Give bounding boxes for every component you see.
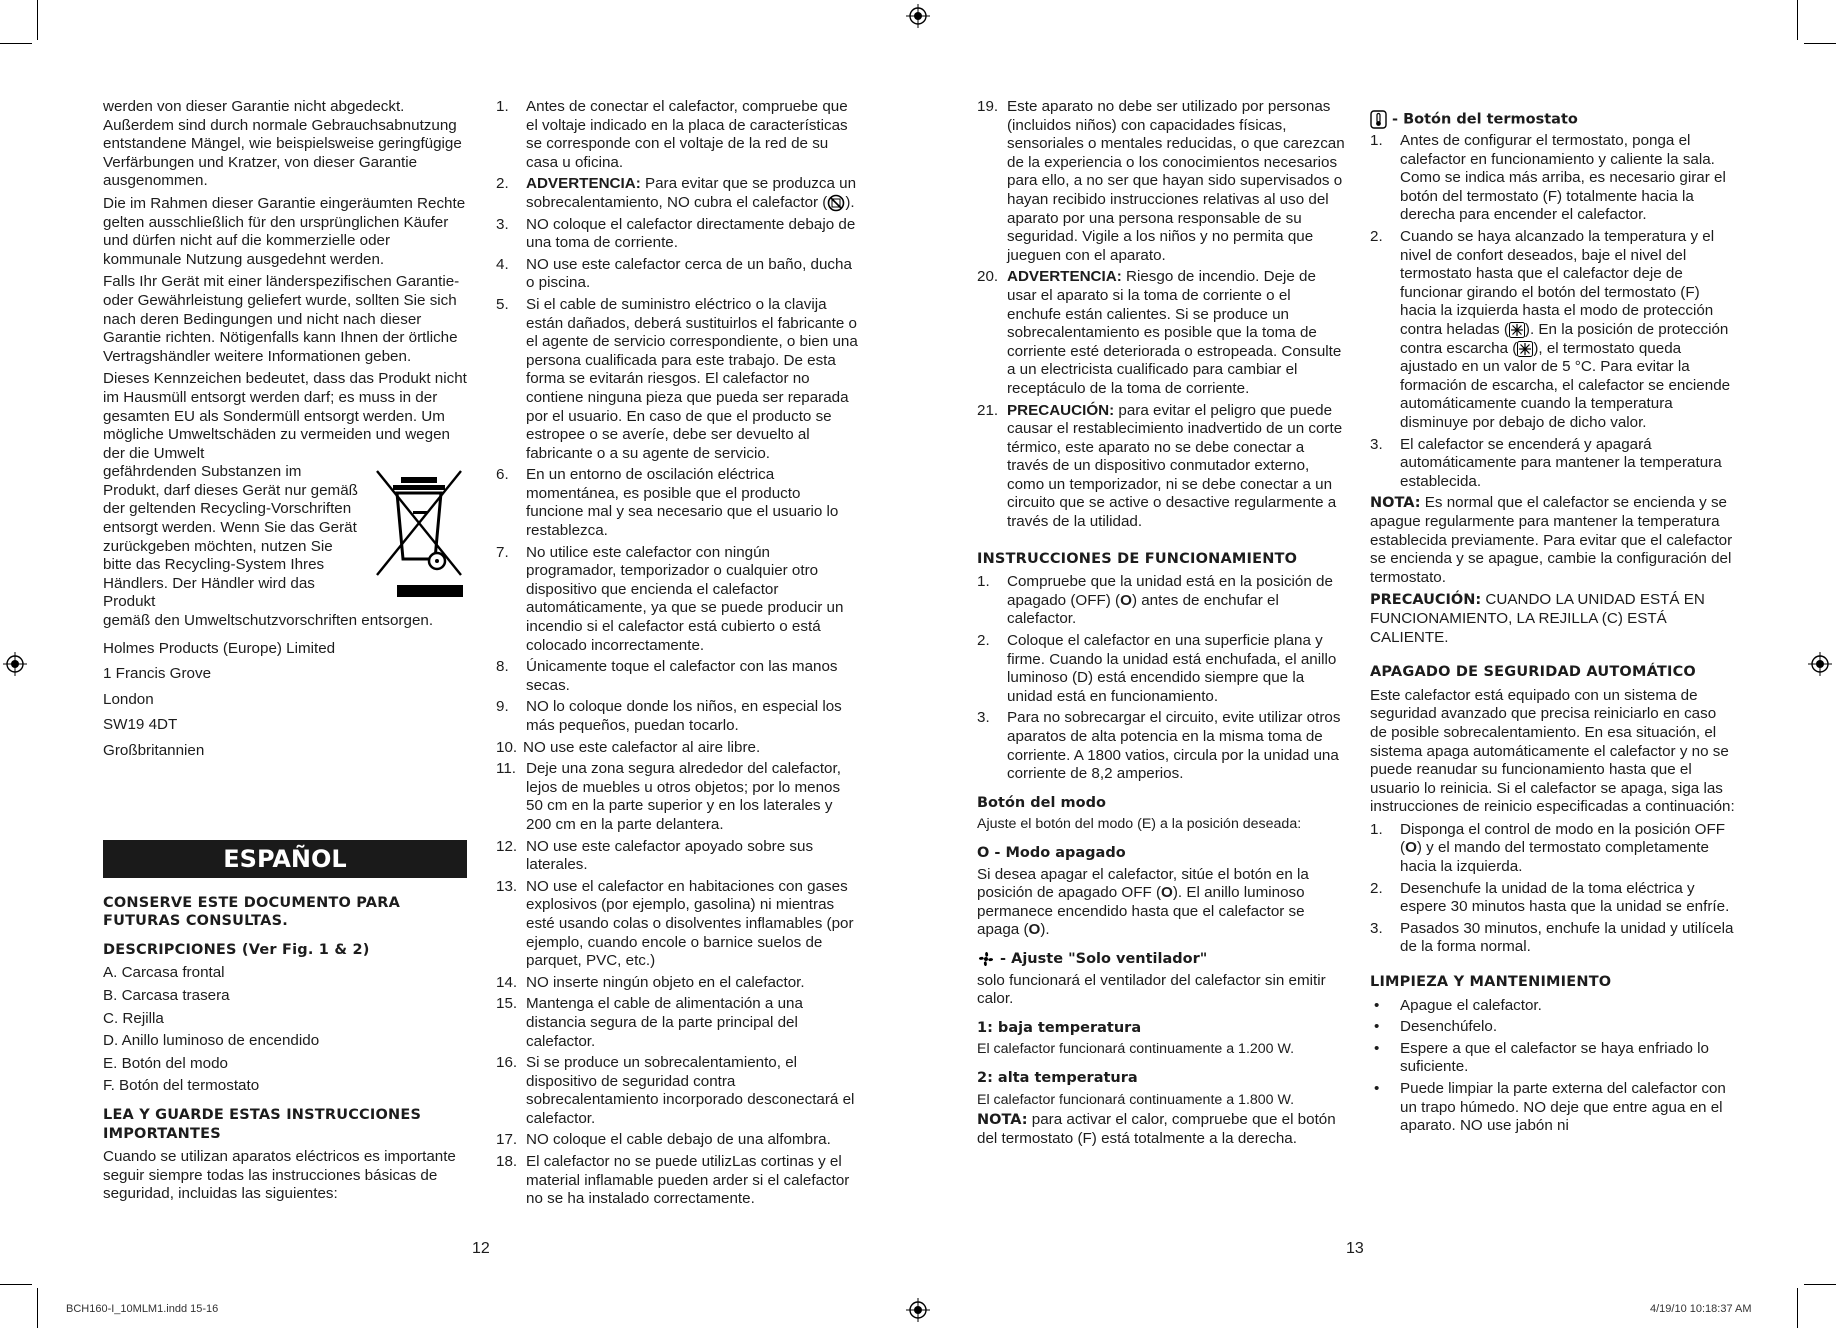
subheading: O - Modo apagado <box>977 844 1126 861</box>
heading: LIMPIEZA Y MANTENIMIENTO <box>1370 974 1612 991</box>
list-item: F. Botón del termostato <box>103 1077 260 1095</box>
paragraph: werden von dieser Garantie nicht abgedeckt. Außerdem sind durch normale Gebrauchsabnutzung entstandene Mängel, wie beispielsweise geringfügige Verfärbungen und Kratzer, von dieser Garantie ausgenommen. <box>103 98 462 190</box>
list-item: 3. Pasados 30 minutos, enchufe la unidad y utilícela de la forma normal. <box>1370 919 1734 956</box>
list-item: 11. Deje una zona segura alrededor del calefactor, lejos de muebles u otros objetos; por lo menos 50 cm en la parte superior y en los laterales y 200 cm en la parte delantera. <box>496 760 841 833</box>
paragraph: Este calefactor está equipado con un sistema de seguridad avanzado que precisa reiniciarlo en caso de posible sobrecalentamiento. En esa situación, el sistema apaga automáticamente el calefactor y no se puede reanudar su funcionamiento hasta que el usuario lo reinicia. Si el calefactor se apaga, siga las instrucciones de reinicio especificadas a continuación: <box>1370 686 1735 816</box>
page-number: 13 <box>1346 1240 1364 1257</box>
crop-mark <box>0 43 32 44</box>
list-item: 10. NO use este calefactor al aire libre. <box>496 738 761 756</box>
list-item: 8. Únicamente toque el calefactor con las manos secas. <box>496 658 838 694</box>
list-item: 3. Para no sobrecargar el circuito, evite utilizar otros aparatos de alta potencia en la misma toma de corriente. A 1800 vatios, circula por la unidad una corriente de 8,2 amperios. <box>977 709 1341 783</box>
registration-mark-icon <box>906 1298 930 1322</box>
heading: CONSERVE ESTE DOCUMENTO PARA FUTURAS CONSULTAS. <box>103 894 401 930</box>
list-item: 2. Cuando se haya alcanzado la temperatura y el nivel de confort deseados, baje el nivel del termostato hasta que el calefactor deje de funcionar girando el botón del termostato (F) hacia la izquierda hasta el modo de protección contra heladas ( ). En la posición de protección contra escarcha ( ), el termostato queda ajustado en un valor de 5 °C. Para evitar la formación de escarcha, el calefactor se enciende automáticamente cuando la temperatura disminuye por debajo de dicho valor. <box>1370 228 1731 431</box>
crop-mark <box>1797 0 1798 40</box>
list-item: 2. Coloque el calefactor en una superficie plana y firme. Cuando la unidad está enchufada, el anillo luminoso (D) está encendido siempre que la unidad está en funcionamiento. <box>977 632 1337 705</box>
list-item: 1. Disponga el control de modo en la posición OFF (O) y el mando del termostato completamente hacia la izquierda. <box>1370 820 1726 876</box>
reset-list <box>1370 821 1736 957</box>
do-not-cover-icon <box>827 194 845 212</box>
heading: APAGADO DE SEGURIDAD AUTOMÁTICO <box>1370 664 1696 681</box>
heading: DESCRIPCIONES (Ver Fig. 1 & 2) <box>103 941 370 958</box>
subheading: - Ajuste "Solo ventilador" <box>977 950 1345 969</box>
address-line: Holmes Products (Europe) Limited <box>103 639 336 657</box>
registration-mark-icon <box>906 4 930 28</box>
column-3 <box>977 98 1345 1152</box>
crop-mark <box>1804 43 1836 44</box>
weee-block <box>103 463 467 612</box>
crop-mark <box>37 1288 38 1328</box>
address-line: SW19 4DT <box>103 716 178 734</box>
list-item: 3. NO coloque el calefactor directamente debajo de una toma de corriente. <box>496 215 856 252</box>
paragraph: Die im Rahmen dieser Garantie eingeräumten Rechte gelten ausschließlich für den ursprünglichen Käufer und dürfen nicht auf die kommerzielle oder kommunale Nutzung ausgedehnt werden. <box>103 194 466 268</box>
thermostat-list <box>1370 132 1736 491</box>
column-2 <box>496 98 860 1212</box>
footer-filename: BCH160-I_10MLM1.indd 15-16 <box>66 1303 219 1315</box>
column-4 <box>1370 110 1736 1139</box>
paragraph: PRECAUCIÓN: CUANDO LA UNIDAD ESTÁ EN FUNCIONAMIENTO, LA REJILLA (C) ESTÁ CALIENTE. <box>1370 591 1705 646</box>
list-item: C. Rejilla <box>103 1009 164 1027</box>
list-item: 15. Mantenga el cable de alimentación a una distancia segura de la parte principal del calefactor. <box>496 995 803 1050</box>
list-item: 2. ADVERTENCIA: Para evitar que se produzca un sobrecalentamiento, NO cubra el calefactor ( ). <box>496 175 857 211</box>
list-item: • Puede limpiar la parte externa del calefactor con un trapo húmedo. NO deje que entre agua en el aparato. NO use jabón ni <box>1374 1080 1726 1135</box>
safety-list-continued <box>977 98 1345 532</box>
crossed-bin-icon <box>371 467 467 603</box>
parts-list <box>103 964 467 1096</box>
paragraph: gemäß den Umweltschutzvorschriften entsorgen. <box>103 612 434 630</box>
list-item: 2. Desenchufe la unidad de la toma eléctrica y espere 30 minutos hasta que la unidad se enfríe. <box>1370 879 1730 916</box>
paragraph: Cuando se utilizan aparatos eléctricos es importante seguir siempre todas las instrucciones básicas de seguridad, incluidas las siguientes: <box>103 1148 456 1203</box>
list-item: 9. NO lo coloque donde los niños, en especial los más pequeños, puedan tocarlo. <box>496 698 842 735</box>
paragraph: Dieses Kennzeichen bedeutet, dass das Produkt nicht im Hausmüll entsorgt werden darf; es muss in der gesamten EU als Sondermüll entsorgt werden. Um mögliche Umweltschäden zu vermeiden und wegen der die Umwelt <box>103 370 467 462</box>
section-title-bar: ESPAÑOL <box>103 840 467 878</box>
list-item: 19. Este aparato no debe ser utilizado por personas (incluidos niños) con capacidades físicas, sensoriales o mentales reducidas, o que carezcan de la experiencia o los conocimientos necesarios para ello, a no ser que hayan sido supervisados o hayan recibido instrucciones relativas al uso del aparato por una persona responsable de su seguridad. Vigile a los niños y no permita que jueguen con el aparato. <box>977 98 1345 264</box>
list-item: 17. NO coloque el cable debajo de una alfombra. <box>496 1131 831 1149</box>
crop-mark <box>1804 1284 1836 1285</box>
column-1 <box>103 98 467 1208</box>
list-item: • Apague el calefactor. <box>1374 996 1542 1014</box>
operating-list <box>977 573 1345 784</box>
subheading: 2: alta temperatura <box>977 1069 1138 1086</box>
list-item: 16. Si se produce un sobrecalentamiento, el dispositivo de seguridad contra sobrecalentamiento incorporado desconectará el calefactor. <box>496 1054 855 1127</box>
paragraph: NOTA: para activar el calor, compruebe que el botón del termostato (F) está totalmente a la derecha. <box>977 1111 1336 1147</box>
list-item: • Desenchúfelo. <box>1374 1018 1498 1036</box>
thermostat-icon <box>1370 110 1387 129</box>
address-line: London <box>103 690 154 708</box>
page-number: 12 <box>472 1240 490 1257</box>
crop-mark <box>0 1284 32 1285</box>
list-item: 1. Antes de configurar el termostato, ponga el calefactor en funcionamiento y caliente la sala. Como se indica más arriba, es necesario girar el botón del termostato (F) totalmente hacia la derecha para encender el calefactor. <box>1370 132 1726 224</box>
crop-mark <box>1797 1288 1798 1328</box>
paragraph: El calefactor funcionará continuamente a 1.800 W. <box>977 1091 1295 1108</box>
paragraph: El calefactor funcionará continuamente a 1.200 W. <box>977 1041 1295 1058</box>
list-item: 12. NO use este calefactor apoyado sobre sus laterales. <box>496 837 814 874</box>
manufacturer-address <box>103 640 467 761</box>
frost-protection-icon <box>1517 341 1533 357</box>
subheading: Botón del modo <box>977 794 1106 811</box>
list-item: 7. No utilice este calefactor con ningún programador, temporizador o cualquier otro dispositivo que encienda el calefactor automáticamente, ya que se puede producir un incendio si el calefactor está cubierto o está colocado incorrectamente. <box>496 543 844 654</box>
paragraph: NOTA: Es normal que el calefactor se encienda y se apague regularmente para mantener la temperatura establecida previamente. Para evitar que el calefactor se encienda y se apague, cambie la configuración del termostato. <box>1370 494 1733 586</box>
list-item: 1. Compruebe que la unidad está en la posición de apagado (OFF) (O) antes de enchufar el calefactor. <box>977 573 1333 628</box>
list-item: 4. NO use este calefactor cerca de un baño, ducha o piscina. <box>496 255 852 292</box>
list-item: E. Botón del modo <box>103 1054 228 1072</box>
paragraph: Falls Ihr Gerät mit einer länderspezifischen Garantie- oder Gewährleistung geliefert wurde, sollten Sie sich nach deren Bedingungen und nicht nach dieser Garantie richten. Nötigenfalls kann Ihnen der örtliche Vertragshändler weitere Informationen geben. <box>103 273 460 365</box>
list-item: 6. En un entorno de oscilación eléctrica momentánea, es posible que el producto funcione mal y sea necesario que el usuario lo restablezca. <box>496 466 839 540</box>
paragraph: gefährdenden Substanzen im Produkt, darf dieses Gerät nur gemäß der geltenden Recycling-Vorschriften entsorgt werden. Wenn Sie das Gerät zurückgeben möchten, nutzen Sie bitte das Recycling-System Ihres Händlers. Der Händler wird das Produkt <box>103 463 358 611</box>
list-item: 14. NO inserte ningún objeto en el calefactor. <box>496 973 805 991</box>
list-item: D. Anillo luminoso de encendido <box>103 1032 320 1050</box>
heading: LEA Y GUARDE ESTAS INSTRUCCIONES IMPORTANTES <box>103 1106 422 1142</box>
address-line: 1 Francis Grove <box>103 665 212 683</box>
footer-timestamp: 4/19/10 10:18:37 AM <box>1650 1303 1752 1315</box>
heading: INSTRUCCIONES DE FUNCIONAMIENTO <box>977 550 1298 567</box>
list-item: 21. PRECAUCIÓN: para evitar el peligro que puede causar el restablecimiento inadvertido de un corte térmico, este aparato no se debe conectar a través de un dispositivo conmutador externo, como un temporizador, ni se debe conectar a un circuito que se active o desactive regularmente a través de la utilidad. <box>977 401 1343 531</box>
list-item: B. Carcasa trasera <box>103 986 230 1004</box>
frost-protection-icon <box>1509 322 1525 338</box>
subheading: 1: baja temperatura <box>977 1019 1142 1036</box>
fan-icon <box>977 950 995 968</box>
paragraph: solo funcionará el ventilador del calefactor sin emitir calor. <box>977 971 1326 1008</box>
list-item: 3. El calefactor se encenderá y apagará automáticamente para mantener la temperatura establecida. <box>1370 435 1722 490</box>
list-item: 20. ADVERTENCIA: Riesgo de incendio. Deje de usar el aparato si la toma de corriente o el enchufe están calientes. Si se produce un sobrecalentamiento es posible que la toma de corriente esté deteriorada o estropeada. Consulte a un electricista cualificado para cambiar el receptáculo de la toma de corriente. <box>977 268 1342 397</box>
paragraph: Ajuste el botón del modo (E) a la posición deseada: <box>977 816 1302 833</box>
list-item: 13. NO use el calefactor en habitaciones con gases explosivos (por ejemplo, gasolina) ni mientras esté usando colas o disolventes inflamables (por ejemplo, cuando encole o barnice suelos de parquet, PVC, etc.) <box>496 877 854 970</box>
crop-mark <box>37 0 38 40</box>
list-item: 5. Si el cable de suministro eléctrico o la clavija están dañados, deberá sustituirlos el fabricante o el agente de servicio correspondiente, o bien una persona cualificada para este trabajo. De esta forma se evitarán riesgos. El calefactor no contiene ninguna pieza que pueda ser reparada por el usuario. En caso de que el producto se estropee o se averíe, debe ser devuelto al fabricante o a su agente de servicio. <box>496 295 858 462</box>
registration-mark-icon <box>3 652 27 676</box>
list-item: 1. Antes de conectar el calefactor, compruebe que el voltaje indicado en la placa de características se corresponde con el voltaje de la red de su casa u oficina. <box>496 98 848 171</box>
list-item: • Espere a que el calefactor se haya enfriado lo suficiente. <box>1374 1039 1710 1076</box>
paragraph: Si desea apagar el calefactor, sitúe el botón en la posición de apagado OFF (O). El anillo luminoso permanece encendido hasta que el calefactor se apaga (O). <box>977 865 1309 939</box>
list-item: A. Carcasa frontal <box>103 964 225 982</box>
address-line: Großbritannien <box>103 742 205 759</box>
registration-mark-icon <box>1808 652 1832 676</box>
subheading: - Botón del termostato <box>1370 110 1736 129</box>
cleaning-list <box>1370 997 1736 1136</box>
list-item: 18. El calefactor no se puede utilizLas cortinas y el material inflamable pueden arder si el calefactor no se ha instalado correctamente. <box>496 1153 850 1208</box>
safety-list <box>496 98 860 1209</box>
